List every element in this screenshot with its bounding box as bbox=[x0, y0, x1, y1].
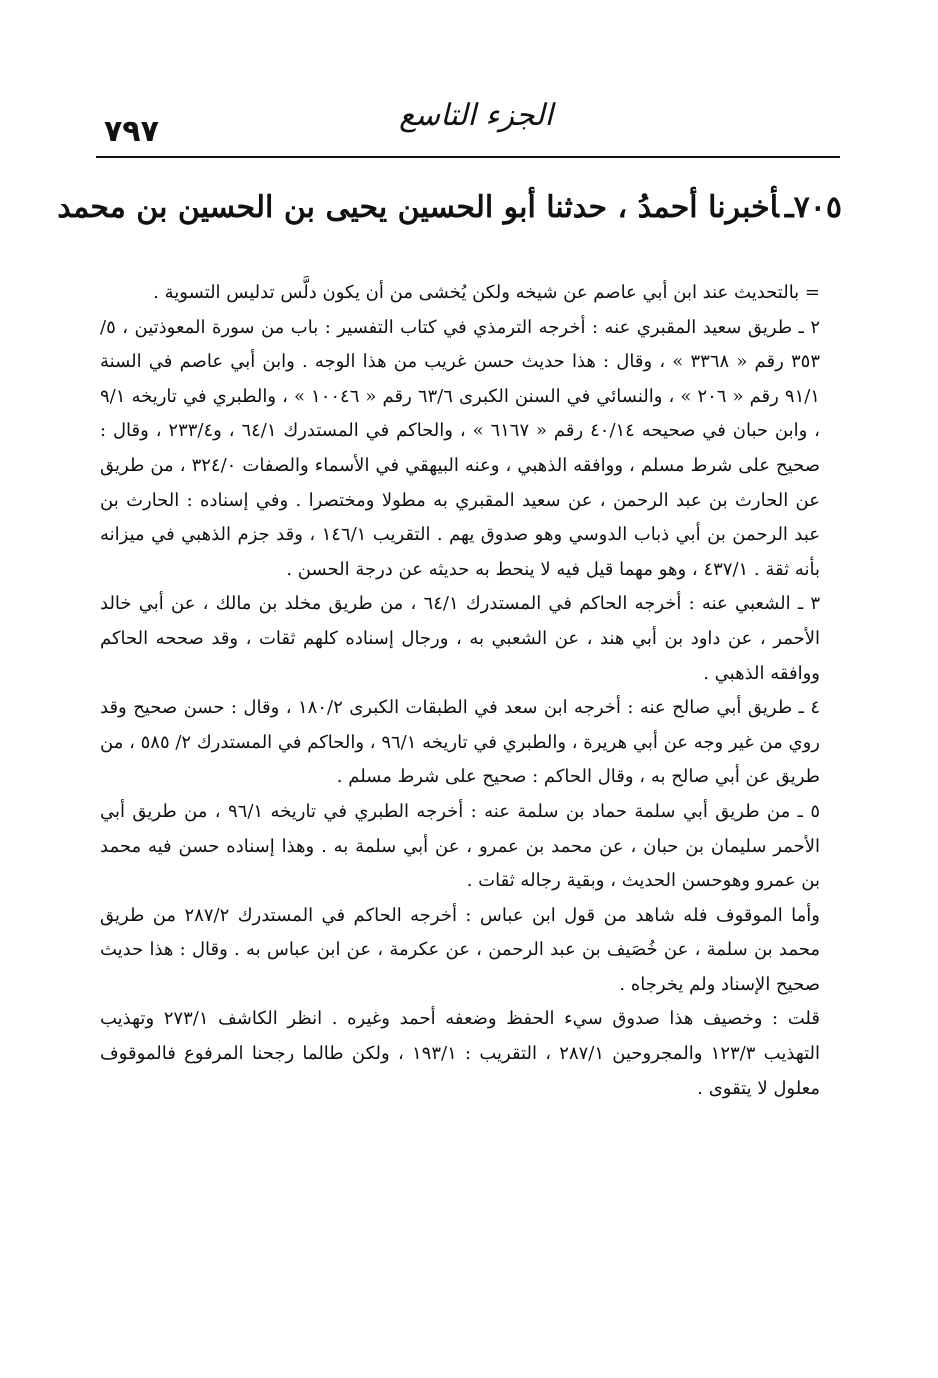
footnote-2: ٢ ـ طريق سعيد المقبري عنه : أخرجه الترمذي في كتاب التفسير : باب من سورة المعوذتين ، ٥/ ٣٥٣ رقم « ٣٣٦٨ » ، وقال : هذا حديث حسن غريب من هذا الوجه . وابن أبي عاصم في السنة ٩١/١ رقم « ٢٠٦ » ، والنسائي في السنن الكبرى ٦٣/٦ رقم « ١٠٠٤٦ » ، والطبري في تاريخه ٩/١ ، وابن حبان في صحيحه ٤٠/١٤ رقم « ٦١٦٧ » ، والحاكم في المستدرك ٦٤/١ ، و٢٣٣/٤ ، وقال : صحيح على شرط مسلم ، ووافقه الذهبي ، وعنه البيهقي في الأسماء والصفات ٣٢٤/٠ ، من طريق عن الحارث بن عبد الرحمن ، عن سعيد المقبري به مطولا ومختصرا . وفي إسناده : الحارث بن عبد الرحمن بن أبي ذباب الدوسي وهو صدوق يهم . التقريب ١٤٦/١ ، وقد جزم الذهبي في ميزانه بأنه ثقة . ٤٣٧/١ ، وهو مهما قيل فيه لا ينحط به حديثه عن درجة الحسن . bbox=[100, 316, 820, 580]
header-rule bbox=[96, 156, 840, 158]
hadith-text: أخبرنا أحمدُ ، حدثنا أبو الحسين يحيى بن الحسين بن محمد bbox=[57, 190, 779, 225]
footnote-4: ٤ ـ طريق أبي صالح عنه : أخرجه ابن سعد في الطبقات الكبرى ١٨٠/٢ ، وقال : حسن صحيح وقد روي من غير وجه عن أبي هريرة ، والطبري في تاريخه ٩٦/١ ، والحاكم في المستدرك ٢/ ٥٨٥ ، من طريق عن أبي صالح به ، وقال الحاكم : صحيح على شرط مسلم . bbox=[100, 697, 820, 788]
footnote-3: ٣ ـ الشعبي عنه : أخرجه الحاكم في المستدرك ٦٤/١ ، من طريق مخلد بن مالك ، عن أبي خالد الأحمر ، عن داود بن أبي هند ، عن الشعبي به ، ورجال إسناده كلهم ثقات ، وقد صححه الحاكم ووافقه الذهبي . bbox=[100, 593, 820, 684]
page-header bbox=[96, 92, 840, 162]
running-title: الجزء التاسع bbox=[399, 98, 553, 133]
footnote-mawquf: وأما الموقوف فله شاهد من قول ابن عباس : أخرجه الحاكم في المستدرك ٢٨٧/٢ من طريق محمد بن سلمة ، عن خُصَيف بن عبد الرحمن ، عن عكرمة ، عن ابن عباس به . وقال : هذا حديث صحيح الإسناد ولم يخرجاه . bbox=[100, 904, 820, 995]
hadith-heading bbox=[57, 190, 842, 225]
footnote-5: ٥ ـ من طريق أبي سلمة حماد بن سلمة عنه : أخرجه الطبري في تاريخه ٩٦/١ ، من طريق أبي الأحمر سليمان بن حبان ، عن محمد بن عمرو ، عن أبي سلمة به . وهذا إسناده حسن فيه محمد بن عمرو وهوحسن الحديث ، وبقية رجاله ثقات . bbox=[100, 800, 820, 892]
footnotes bbox=[100, 276, 820, 1106]
footnote-continuation: = بالتحديث عند ابن أبي عاصم عن شيخه ولكن يُخشى من أن يكون دلَّس تدليس التسوية . bbox=[153, 282, 820, 303]
page-number: ٧٩٧ bbox=[104, 114, 159, 149]
hadith-number: ٧٠٥ـ bbox=[784, 190, 842, 225]
footnote-qultu: قلت : وخصيف هذا صدوق سيء الحفظ وضعفه أحمد وغيره . انظر الكاشف ٢٧٣/١ وتهذيب التهذيب ١٢٣/٣ والمجروحين ٢٨٧/١ ، التقريب : ١٩٣/١ ، ولكن طالما رجحنا المرفوع فالموقوف معلول لا يتقوى . bbox=[100, 1008, 821, 1099]
